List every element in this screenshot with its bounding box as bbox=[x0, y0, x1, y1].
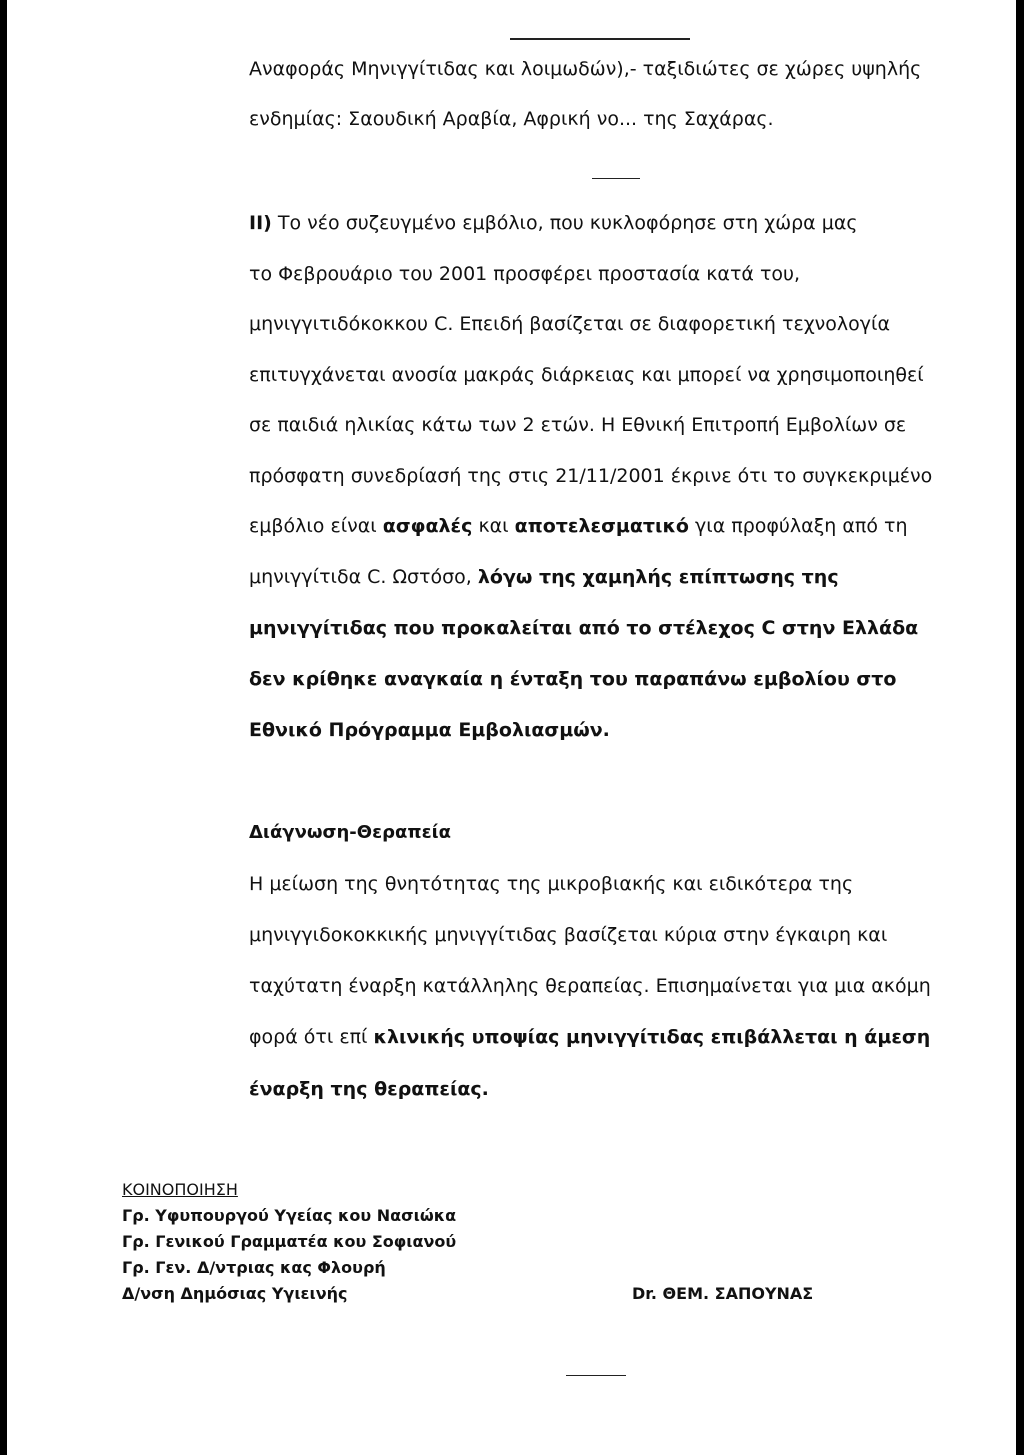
scan-border-right bbox=[1016, 0, 1024, 1455]
section2-bold-line-3: Εθνικό Πρόγραμμα Εμβολιασμών. bbox=[249, 719, 610, 741]
section2-bold-line-2: δεν κρίθηκε αναγκαία η ένταξη του παραπάνω εμβολίου στο bbox=[249, 668, 897, 690]
diagnosis-line-5: έναρξη της θεραπείας. bbox=[249, 1078, 489, 1100]
diagnosis-line-4-a: φορά ότι επί bbox=[249, 1026, 374, 1048]
distribution-title: ΚΟΙΝΟΠΟΙΗΣΗ bbox=[122, 1180, 238, 1199]
distribution-item: Γρ. Γεν. Δ/ντριας κας Φλουρή bbox=[122, 1258, 386, 1277]
line8-part-a: μηνιγγίτιδα C. Ωστόσο, bbox=[249, 566, 478, 588]
section2-line-3: μηνιγγιτιδόκοκκου C. Επειδή βασίζεται σε διαφορετική τεχνολογία bbox=[249, 313, 890, 335]
line7-safe: ασφαλές bbox=[382, 515, 473, 537]
line7-part-c: και bbox=[472, 515, 515, 537]
section2-label: ΙΙ) bbox=[249, 212, 272, 234]
scan-border-left bbox=[0, 0, 7, 1455]
scan-artifact-mid bbox=[592, 178, 640, 179]
diagnosis-line-4-bold: κλινικής υποψίας μηνιγγίτιδας επιβάλλεται η άμεση bbox=[373, 1026, 931, 1048]
distribution-item: Γρ. Υφυπουργού Υγείας κου Νασιώκα bbox=[122, 1206, 457, 1225]
scan-artifact-bottom bbox=[566, 1375, 626, 1376]
distribution-item: Γρ. Γενικού Γραμματέα κου Σοφιανού bbox=[122, 1232, 457, 1251]
intro-line-1: Αναφοράς Μηνιγγίτιδας και λοιμωδών),- ταξιδιώτες σε χώρες υψηλής bbox=[249, 58, 922, 80]
intro-line-2: ενδημίας: Σαουδική Αραβία, Αφρική νο... της Σαχάρας. bbox=[249, 108, 774, 130]
diagnosis-line-4 bbox=[249, 1025, 930, 1049]
diagnosis-line-1: Η μείωση της θνητότητας της μικροβιακής και ειδικότερα της bbox=[249, 873, 854, 895]
section2-line-2: το Φεβρουάριο του 2001 προσφέρει προστασία κατά του, bbox=[249, 263, 801, 285]
scan-artifact-top bbox=[510, 38, 690, 40]
section2-line-6: πρόσφατη συνεδρίασή της στις 21/11/2001 έκρινε ότι το συγκεκριμένο bbox=[249, 465, 933, 487]
diagnosis-heading: Διάγνωση-Θεραπεία bbox=[249, 822, 451, 843]
diagnosis-line-2: μηνιγγιδοκοκκικής μηνιγγίτιδας βασίζεται κύρια στην έγκαιρη και bbox=[249, 924, 888, 946]
section2-line-1-text: Το νέο συζευγμένο εμβόλιο, που κυκλοφόρησε στη χώρα μας bbox=[277, 212, 858, 234]
line7-part-e: για προφύλαξη από τη bbox=[689, 515, 908, 537]
section2-line-7 bbox=[249, 514, 907, 538]
section2-bold-line-1: μηνιγγίτιδας που προκαλείται από το στέλεχος C στην Ελλάδα bbox=[249, 617, 919, 639]
line7-part-a: εμβόλιο είναι bbox=[249, 515, 383, 537]
line8-bold: λόγω της χαμηλής επίπτωσης της bbox=[477, 566, 839, 588]
diagnosis-line-3: ταχύτατη έναρξη κατάλληλης θεραπείας. Επισημαίνεται για μια ακόμη bbox=[249, 975, 931, 997]
section2-line-8 bbox=[249, 565, 839, 589]
section2-line-4: επιτυγχάνεται ανοσία μακράς διάρκειας και μπορεί να χρησιμοποιηθεί bbox=[249, 364, 924, 386]
signature: Dr. ΘΕΜ. ΣΑΠΟΥΝΑΣ bbox=[632, 1284, 814, 1303]
distribution-item: Δ/νση Δημόσιας Υγιεινής bbox=[122, 1284, 348, 1303]
section2-line-1 bbox=[249, 211, 858, 235]
line7-effective: αποτελεσματικό bbox=[514, 515, 689, 537]
section2-line-5: σε παιδιά ηλικίας κάτω των 2 ετών. Η Εθνική Επιτροπή Εμβολίων σε bbox=[249, 414, 907, 436]
